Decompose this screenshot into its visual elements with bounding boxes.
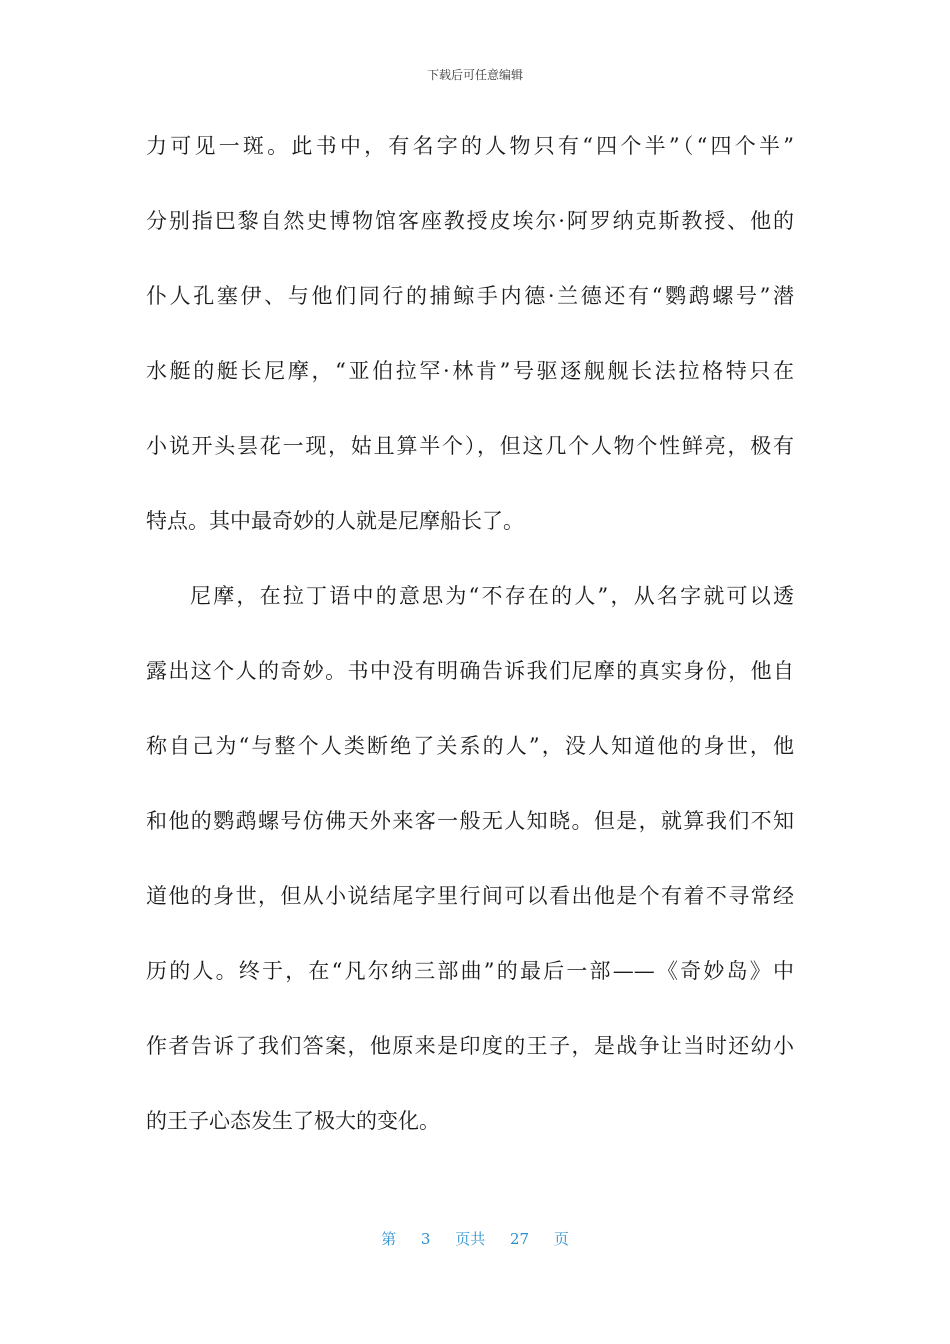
text-line: 小说开头昙花一现，姑且算半个），但这几个人物个性鲜亮，极有 bbox=[146, 434, 794, 458]
text-line: 仆人孔塞伊、与他们同行的捕鲸手内德·兰德还有“鹦鹉螺号”潜 bbox=[146, 284, 794, 308]
total-page-count: 27 bbox=[510, 1230, 530, 1248]
text-line: 和他的鹦鹉螺号仿佛天外来客一般无人知晓。但是，就算我们不知 bbox=[146, 809, 794, 833]
current-page-number: 3 bbox=[420, 1230, 431, 1248]
text-line: 露出这个人的奇妙。书中没有明确告诉我们尼摩的真实身份，他自 bbox=[146, 659, 794, 683]
page-header: 下载后可任意编辑 bbox=[426, 68, 523, 82]
text-line: 力可见一斑。此书中，有名字的人物只有“四个半”（“四个半” bbox=[146, 134, 794, 158]
page-number-footer bbox=[0, 1228, 950, 1249]
text-line: 历的人。终于，在“凡尔纳三部曲”的最后一部——《奇妙岛》中 bbox=[146, 959, 794, 983]
text-line: 作者告诉了我们答案，他原来是印度的王子，是战争让当时还幼小 bbox=[146, 1034, 794, 1058]
footer-middle: 页共 bbox=[455, 1230, 486, 1248]
text-line: 分别指巴黎自然史博物馆客座教授皮埃尔·阿罗纳克斯教授、他的 bbox=[146, 209, 794, 233]
text-line: 尼摩，在拉丁语中的意思为“不存在的人”，从名字就可以透 bbox=[190, 584, 794, 608]
text-line: 道他的身世，但从小说结尾字里行间可以看出他是个有着不寻常经 bbox=[146, 884, 794, 908]
text-line: 的王子心态发生了极大的变化。 bbox=[146, 1109, 440, 1133]
text-line: 水艇的艇长尼摩，“亚伯拉罕·林肯”号驱逐舰舰长法拉格特只在 bbox=[146, 359, 794, 383]
text-line: 特点。其中最奇妙的人就是尼摩船长了。 bbox=[146, 509, 524, 533]
text-line: 称自己为“与整个人类断绝了关系的人”，没人知道他的身世，他 bbox=[146, 734, 794, 758]
footer-suffix: 页 bbox=[553, 1230, 569, 1248]
footer-prefix: 第 bbox=[381, 1230, 397, 1248]
